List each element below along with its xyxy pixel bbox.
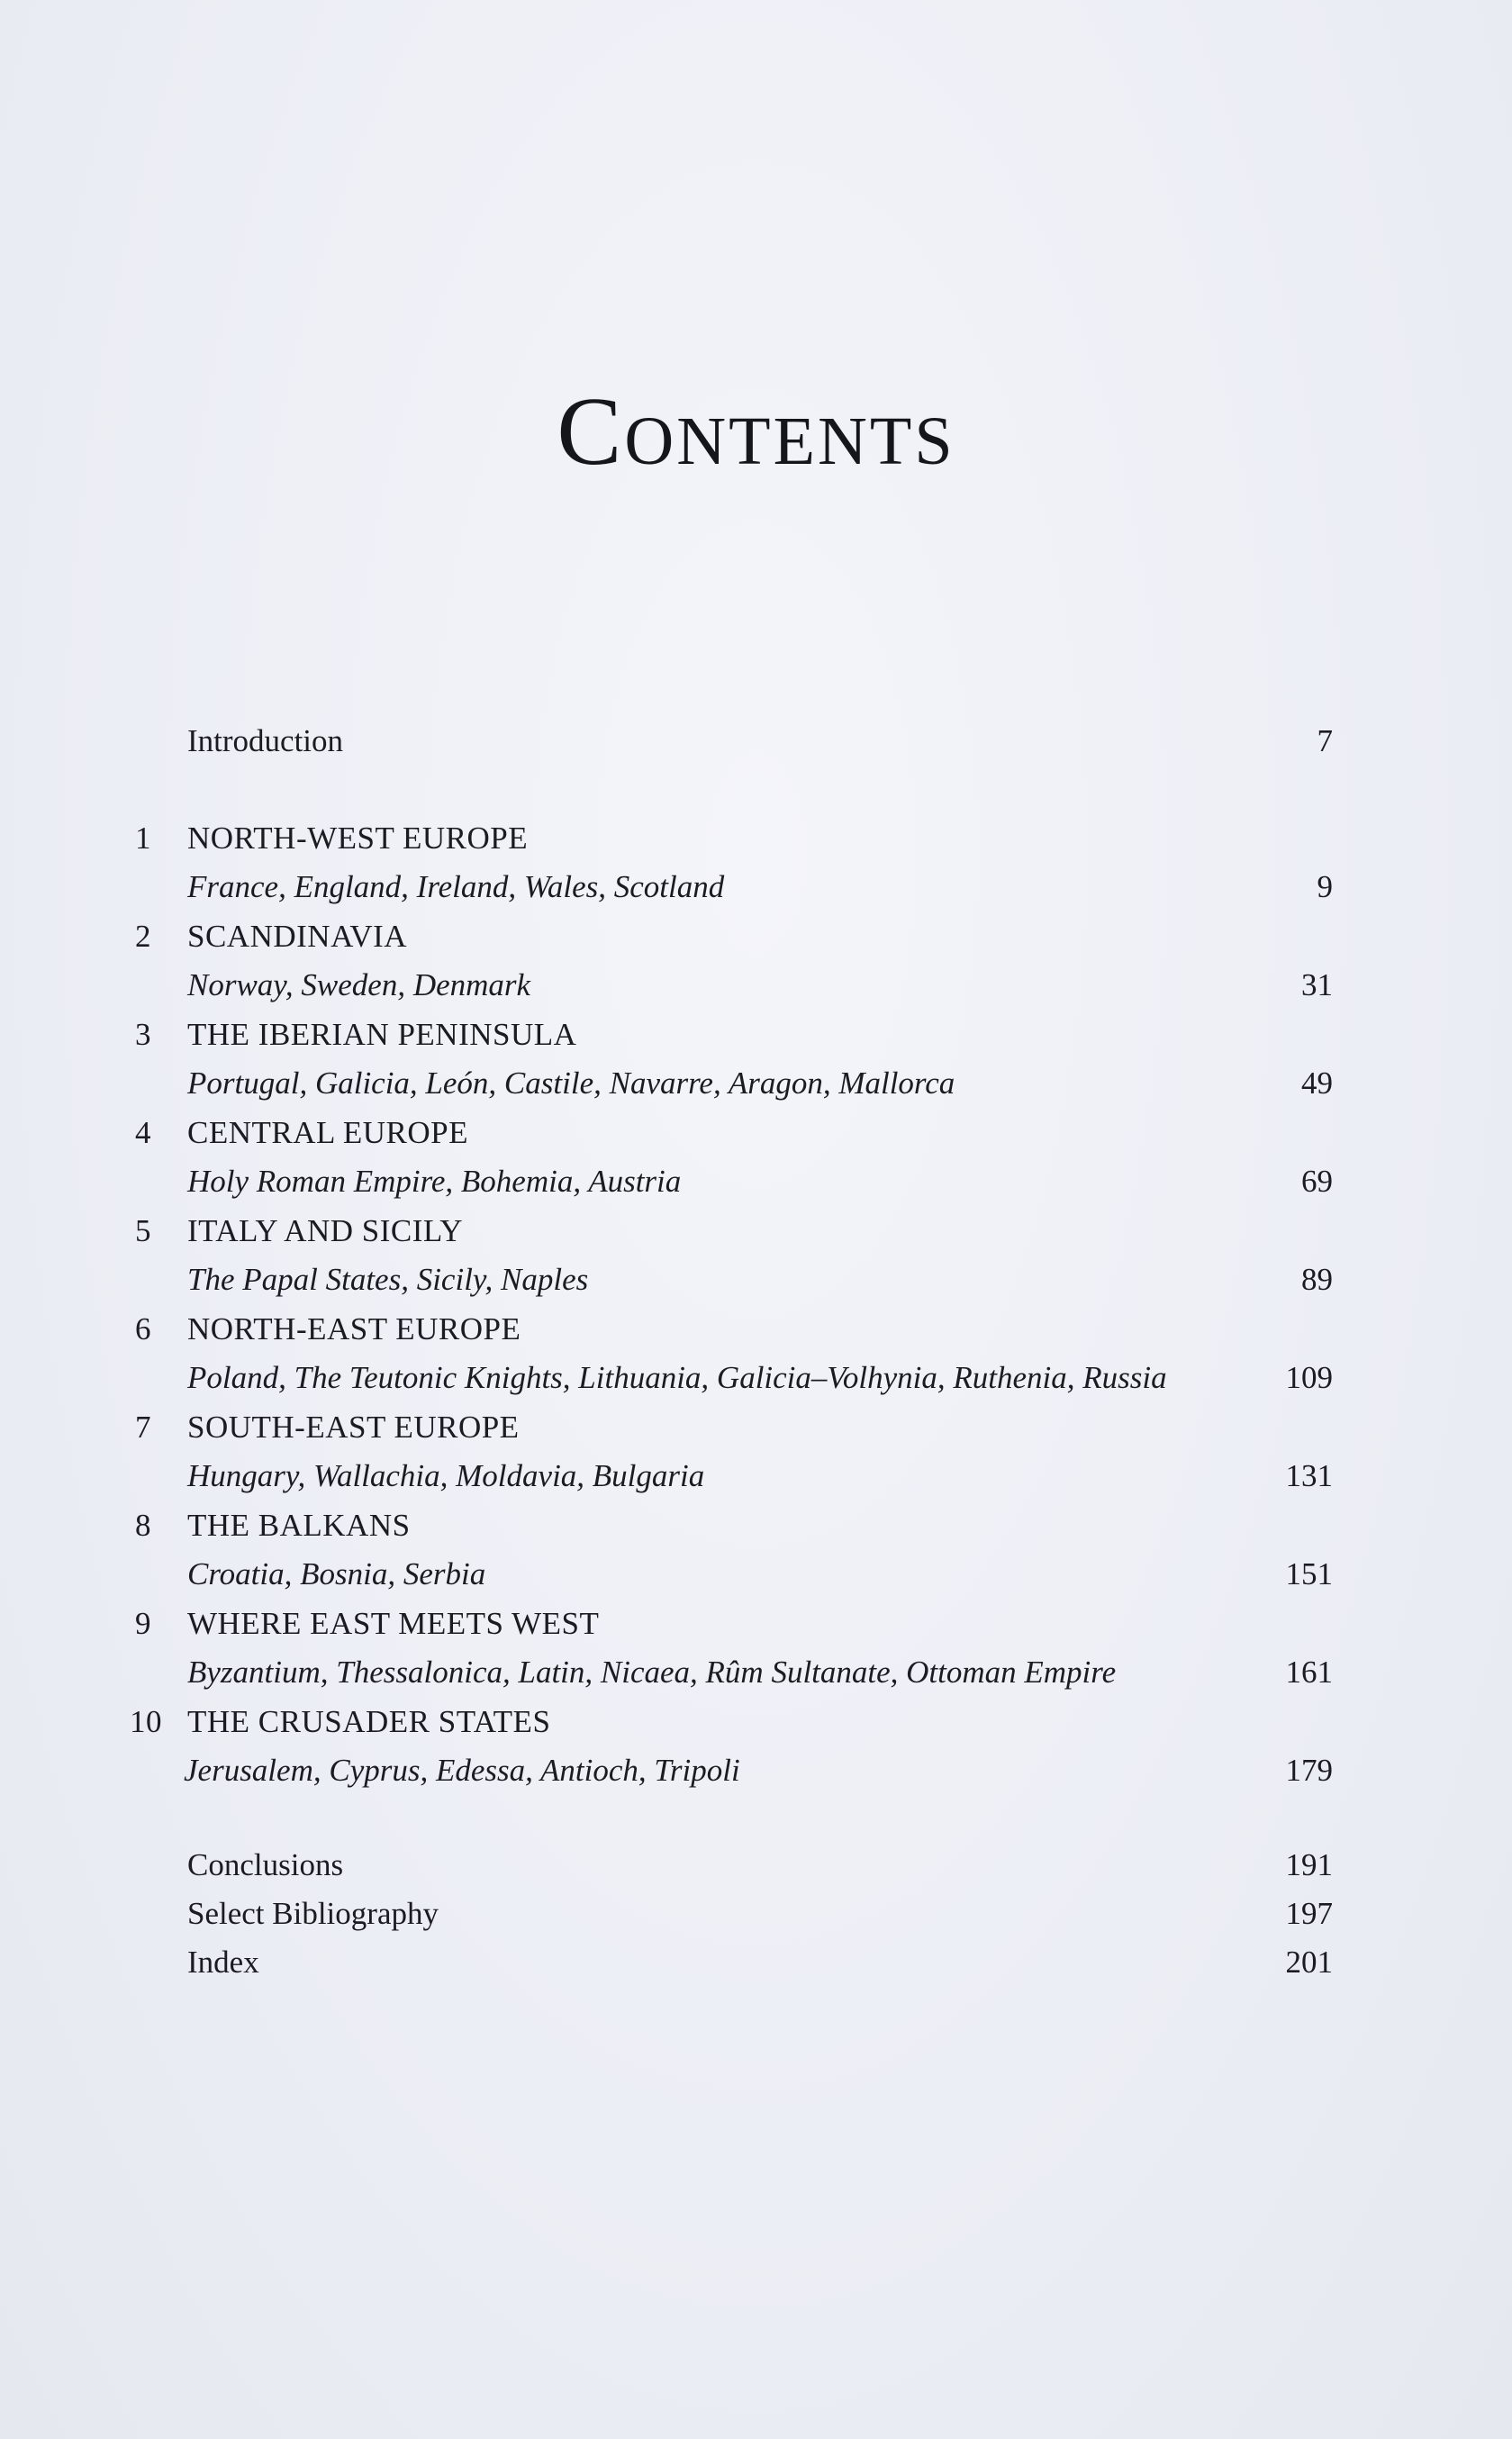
toc-chapter-2 — [135, 912, 1333, 961]
toc-chapter-7-subtitle — [135, 1452, 1333, 1501]
toc-page-number: 109 — [1285, 1360, 1333, 1395]
chapter-number: 8 — [135, 1508, 151, 1543]
chapter-subtitle: Byzantium, Thessalonica, Latin, Nicaea, Rûm Sultanate, Ottoman Empire — [187, 1655, 1117, 1690]
toc-page-number: 9 — [1317, 869, 1333, 904]
toc-page-number: 201 — [1285, 1945, 1333, 1980]
chapter-title: SOUTH-EAST EUROPE — [187, 1410, 520, 1445]
chapter-subtitle: Norway, Sweden, Denmark — [187, 967, 531, 1002]
toc-chapter-5 — [135, 1207, 1333, 1256]
toc-chapter-1-subtitle — [135, 863, 1333, 911]
toc-label: Index — [187, 1945, 259, 1980]
chapter-title: ITALY AND SICILY — [187, 1213, 464, 1248]
chapter-number: 9 — [135, 1606, 151, 1641]
chapter-number: 2 — [135, 919, 151, 954]
chapter-title: THE CRUSADER STATES — [187, 1704, 551, 1739]
chapter-title: THE IBERIAN PENINSULA — [187, 1017, 577, 1052]
toc-chapter-8 — [135, 1501, 1333, 1550]
toc-chapter-6 — [135, 1305, 1333, 1354]
toc-chapter-5-subtitle — [135, 1256, 1333, 1304]
chapter-number: 1 — [135, 821, 151, 856]
toc-label: Conclusions — [187, 1847, 344, 1882]
toc-page-number: 161 — [1285, 1655, 1333, 1690]
toc-page-number: 191 — [1285, 1847, 1333, 1882]
toc-page-number: 151 — [1285, 1556, 1333, 1591]
toc-chapter-2-subtitle — [135, 961, 1333, 1010]
toc-label: Select Bibliography — [187, 1896, 439, 1931]
chapter-title: THE BALKANS — [187, 1508, 411, 1543]
toc-entry-select-bibliography — [135, 1890, 1333, 1938]
toc-chapter-3-subtitle — [135, 1059, 1333, 1108]
chapter-subtitle: Poland, The Teutonic Knights, Lithuania, Galicia–Volhynia, Ruthenia, Russia — [187, 1360, 1167, 1395]
toc-chapter-7 — [135, 1403, 1333, 1452]
chapter-number: 7 — [135, 1410, 151, 1445]
toc-page-number: 7 — [1317, 723, 1333, 758]
chapter-number: 6 — [135, 1311, 151, 1346]
chapter-title: CENTRAL EUROPE — [187, 1115, 468, 1150]
toc-chapter-10 — [130, 1698, 1333, 1746]
chapter-title: WHERE EAST MEETS WEST — [187, 1606, 600, 1641]
chapter-subtitle: Croatia, Bosnia, Serbia — [187, 1556, 486, 1591]
toc-page-number: 197 — [1285, 1896, 1333, 1931]
chapter-subtitle: The Papal States, Sicily, Naples — [187, 1262, 589, 1297]
toc-page-number: 69 — [1301, 1164, 1333, 1199]
chapter-subtitle: Holy Roman Empire, Bohemia, Austria — [187, 1164, 682, 1199]
chapter-title: NORTH-WEST EUROPE — [187, 821, 529, 856]
toc-label: Introduction — [187, 723, 344, 758]
chapter-number: 3 — [135, 1017, 151, 1052]
toc-chapter-1 — [135, 814, 1333, 863]
toc-entry-introduction — [135, 717, 1333, 766]
toc-chapter-4-subtitle — [135, 1157, 1333, 1206]
toc-entry-index — [135, 1938, 1333, 1987]
chapter-number: 4 — [135, 1115, 151, 1150]
toc-chapter-6-subtitle — [135, 1354, 1333, 1402]
chapter-subtitle: France, England, Ireland, Wales, Scotland — [187, 869, 725, 904]
toc-page-number: 179 — [1285, 1753, 1333, 1788]
toc-chapter-8-subtitle — [135, 1550, 1333, 1599]
toc-entry-conclusions — [135, 1841, 1333, 1890]
page-title: Contents — [557, 378, 955, 485]
toc-page-number: 31 — [1301, 967, 1333, 1002]
toc-page-number: 89 — [1301, 1262, 1333, 1297]
chapter-subtitle: Portugal, Galicia, León, Castile, Navarre, Aragon, Mallorca — [187, 1065, 955, 1101]
toc-chapter-9 — [135, 1600, 1333, 1648]
toc-chapter-10-subtitle — [135, 1746, 1333, 1795]
toc-page-number: 131 — [1285, 1458, 1333, 1493]
toc-chapter-3 — [135, 1011, 1333, 1059]
toc-page-number: 49 — [1301, 1065, 1333, 1101]
chapter-subtitle: Jerusalem, Cyprus, Edessa, Antioch, Tripoli — [184, 1753, 740, 1788]
chapter-number: 10 — [130, 1704, 162, 1739]
toc-chapter-4 — [135, 1109, 1333, 1157]
chapter-title: SCANDINAVIA — [187, 919, 408, 954]
chapter-title: NORTH-EAST EUROPE — [187, 1311, 521, 1346]
chapter-subtitle: Hungary, Wallachia, Moldavia, Bulgaria — [187, 1458, 705, 1493]
toc-chapter-9-subtitle — [135, 1648, 1333, 1697]
chapter-number: 5 — [135, 1213, 151, 1248]
